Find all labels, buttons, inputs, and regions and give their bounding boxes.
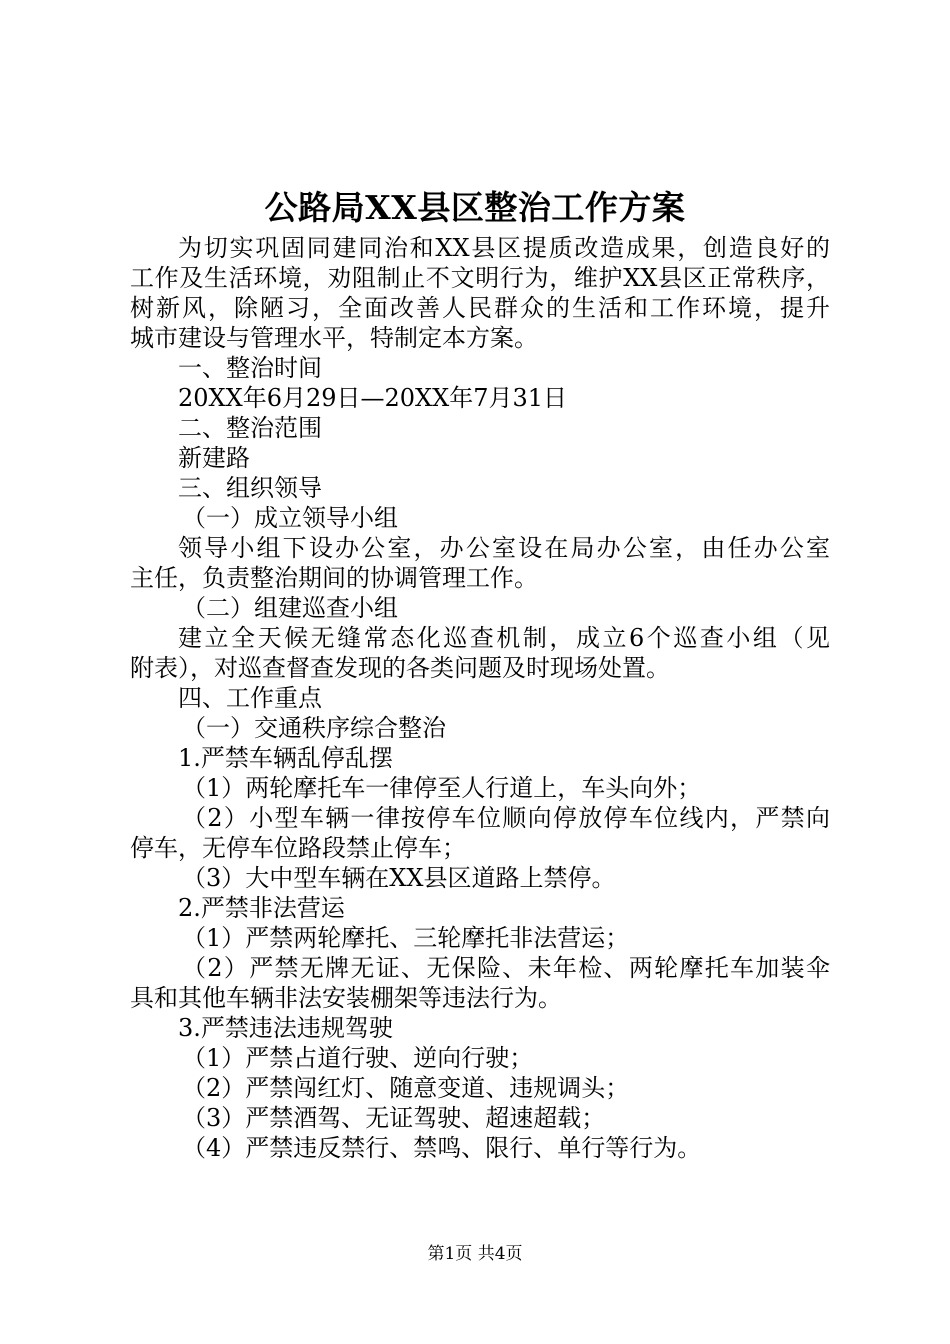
item-heading: 2.严禁非法营运 xyxy=(178,894,345,922)
document-body xyxy=(130,233,830,1163)
section-heading: 一、整治时间 xyxy=(178,354,322,382)
subsection-heading: （一）成立领导小组 xyxy=(182,504,398,532)
list-item-continuation: 具和其他车辆非法安装棚架等违法行为。 xyxy=(130,984,562,1012)
paragraph-line: 工作及生活环境，劝阻制止不文明行为，维护XX县区正常秩序， xyxy=(130,264,830,292)
list-item: （1）两轮摩托车一律停至人行道上，车头向外； xyxy=(182,774,702,802)
section-heading: 三、组织领导 xyxy=(178,474,322,502)
paragraph-line: 20XX年6月29日—20XX年7月31日 xyxy=(178,384,568,412)
paragraph-line: 领导小组下设办公室，办公室设在局办公室，由任办公室 xyxy=(178,534,830,562)
list-item: （1）严禁占道行驶、逆向行驶； xyxy=(182,1044,534,1072)
list-item: （3）严禁酒驾、无证驾驶、超速超载； xyxy=(182,1104,606,1132)
page-footer: 第1页 共4页 xyxy=(427,1244,523,1264)
item-heading: 3.严禁违法违规驾驶 xyxy=(178,1014,393,1042)
list-item: （2）小型车辆一律按停车位顺向停放停车位线内，严禁向 xyxy=(182,804,830,832)
section-heading: 四、工作重点 xyxy=(178,684,322,712)
subsection-heading: （二）组建巡查小组 xyxy=(182,594,398,622)
list-item-continuation: 停车，无停车位路段禁止停车； xyxy=(130,834,466,862)
paragraph-line: 主任，负责整治期间的协调管理工作。 xyxy=(130,564,538,592)
document-title: 公路局XX县区整治工作方案 xyxy=(264,188,686,227)
list-item: （2）严禁无牌无证、无保险、未年检、两轮摩托车加装伞 xyxy=(182,954,830,982)
subsection-heading: （一）交通秩序综合整治 xyxy=(182,714,446,742)
section-heading: 二、整治范围 xyxy=(178,414,322,442)
paragraph-line: 树新风，除陋习，全面改善人民群众的生活和工作环境，提升 xyxy=(130,294,830,322)
list-item: （3）大中型车辆在XX县区道路上禁停。 xyxy=(182,864,616,892)
paragraph-line: 新建路 xyxy=(178,444,250,472)
item-heading: 1.严禁车辆乱停乱摆 xyxy=(178,744,393,772)
list-item: （4）严禁违反禁行、禁鸣、限行、单行等行为。 xyxy=(182,1134,702,1162)
paragraph-line: 附表），对巡查督查发现的各类问题及时现场处置。 xyxy=(130,654,670,682)
paragraph-line: 为切实巩固同建同治和XX县区提质改造成果，创造良好的 xyxy=(178,234,830,262)
paragraph-line: 建立全天候无缝常态化巡查机制，成立6个巡查小组（见 xyxy=(178,624,830,652)
list-item: （1）严禁两轮摩托、三轮摩托非法营运； xyxy=(182,924,630,952)
paragraph-line: 城市建设与管理水平，特制定本方案。 xyxy=(130,324,538,352)
list-item: （2）严禁闯红灯、随意变道、违规调头； xyxy=(182,1074,630,1102)
